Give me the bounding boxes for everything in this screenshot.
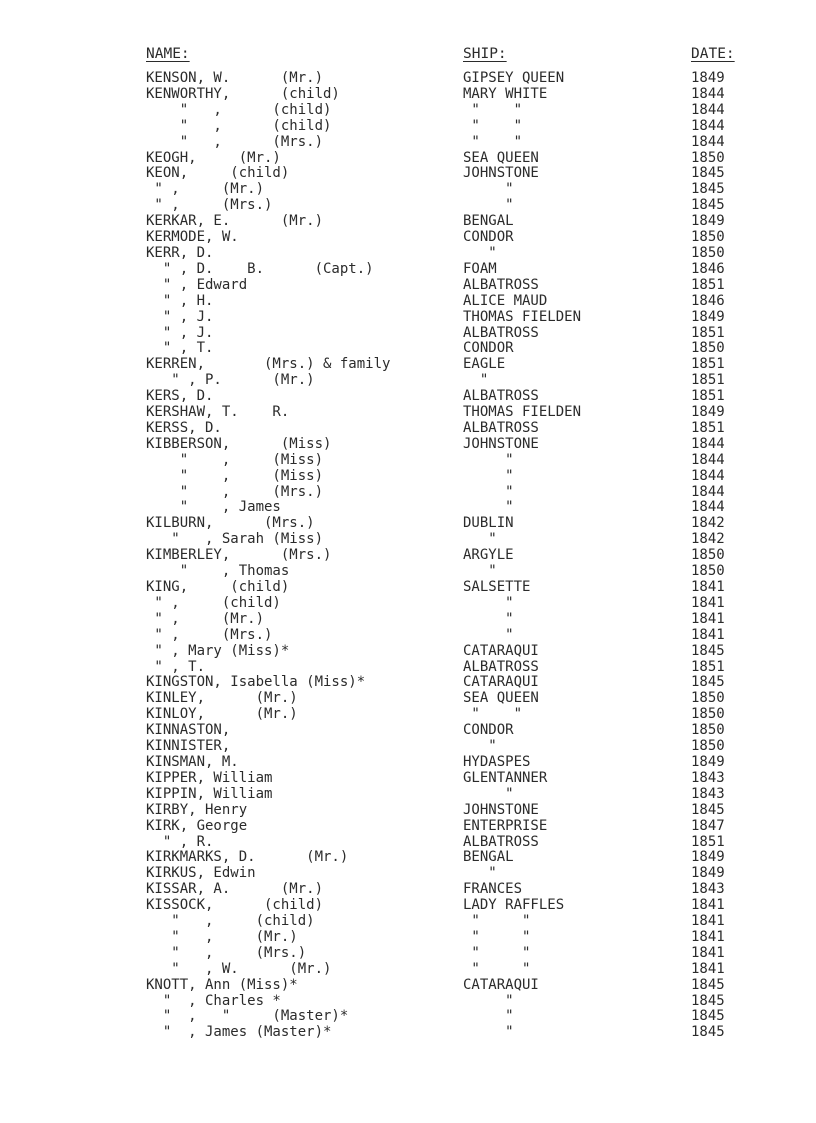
passenger-name: KISSAR, A. (Mr.) bbox=[146, 881, 324, 898]
passenger-name: KINLOY, (Mr.) bbox=[146, 706, 298, 723]
list-item bbox=[0, 850, 816, 866]
arrival-date: 1845 bbox=[691, 181, 725, 198]
passenger-name: KIRKUS, Edwin bbox=[146, 865, 256, 882]
list-item bbox=[0, 326, 816, 342]
ship-name: ALBATROSS bbox=[463, 324, 539, 341]
ship-name: LADY RAFFLES bbox=[463, 897, 565, 914]
arrival-date: 1851 bbox=[691, 658, 725, 675]
list-item bbox=[0, 644, 816, 660]
passenger-name: KERMODE, W. bbox=[146, 229, 239, 246]
ship-name: JOHNSTONE bbox=[463, 435, 539, 452]
arrival-date: 1844 bbox=[691, 499, 725, 516]
arrival-date: 1846 bbox=[691, 292, 725, 309]
ship-name: FRANCES bbox=[463, 881, 523, 898]
header-date: DATE: bbox=[691, 46, 735, 62]
arrival-date: 1849 bbox=[691, 213, 725, 230]
arrival-date: 1849 bbox=[691, 849, 725, 866]
list-item bbox=[0, 357, 816, 373]
arrival-date: 1850 bbox=[691, 244, 725, 261]
ship-name: ALBATROSS bbox=[463, 658, 539, 675]
list-item bbox=[0, 437, 816, 453]
ship-name: " bbox=[463, 1008, 514, 1025]
list-item bbox=[0, 628, 816, 644]
ship-name: CATARAQUI bbox=[463, 674, 539, 691]
passenger-name: " , (child) bbox=[146, 913, 315, 930]
ship-name: " bbox=[463, 197, 514, 214]
ship-name: " " bbox=[463, 133, 523, 150]
arrival-date: 1841 bbox=[691, 594, 725, 611]
list-item bbox=[0, 198, 816, 214]
list-item bbox=[0, 166, 816, 182]
list-item bbox=[0, 723, 816, 739]
arrival-date: 1850 bbox=[691, 706, 725, 723]
arrival-date: 1845 bbox=[691, 992, 725, 1009]
arrival-date: 1842 bbox=[691, 531, 725, 548]
passenger-name: KIPPER, William bbox=[146, 769, 273, 786]
passenger-name: " , T. bbox=[146, 340, 214, 357]
list-item bbox=[0, 580, 816, 596]
list-item bbox=[0, 660, 816, 676]
arrival-date: 1850 bbox=[691, 738, 725, 755]
list-item bbox=[0, 739, 816, 755]
list-item bbox=[0, 294, 816, 310]
arrival-date: 1845 bbox=[691, 197, 725, 214]
ship-name: " bbox=[463, 372, 489, 389]
ship-name: " bbox=[463, 785, 514, 802]
arrival-date: 1845 bbox=[691, 1024, 725, 1041]
passenger-name: " , J. bbox=[146, 308, 214, 325]
ship-name: THOMAS FIELDEN bbox=[463, 404, 582, 421]
ship-name: BENGAL bbox=[463, 213, 514, 230]
list-item bbox=[0, 469, 816, 485]
list-item bbox=[0, 230, 816, 246]
header-name: NAME: bbox=[146, 46, 190, 62]
arrival-date: 1845 bbox=[691, 165, 725, 182]
ship-name: SEA QUEEN bbox=[463, 690, 539, 707]
passenger-name: " , Charles * bbox=[146, 992, 281, 1009]
passenger-name: " , (Mrs.) bbox=[146, 197, 273, 214]
list-item bbox=[0, 1009, 816, 1025]
arrival-date: 1851 bbox=[691, 419, 725, 436]
list-item bbox=[0, 405, 816, 421]
ship-name: " bbox=[463, 483, 514, 500]
ship-name: ALBATROSS bbox=[463, 388, 539, 405]
arrival-date: 1851 bbox=[691, 324, 725, 341]
list-item bbox=[0, 930, 816, 946]
passenger-name: KIRK, George bbox=[146, 817, 248, 834]
list-item bbox=[0, 866, 816, 882]
ship-name: JOHNSTONE bbox=[463, 801, 539, 818]
passenger-name: " , P. (Mr.) bbox=[146, 372, 315, 389]
list-item bbox=[0, 994, 816, 1010]
ship-name: GIPSEY QUEEN bbox=[463, 70, 565, 86]
arrival-date: 1849 bbox=[691, 70, 725, 86]
passenger-name: " , (Mrs.) bbox=[146, 626, 273, 643]
arrival-date: 1844 bbox=[691, 467, 725, 484]
ship-name: " bbox=[463, 626, 514, 643]
passenger-name: KING, (child) bbox=[146, 579, 290, 595]
arrival-date: 1841 bbox=[691, 928, 725, 945]
passenger-name: KIRBY, Henry bbox=[146, 801, 248, 818]
passenger-name: " , Thomas bbox=[146, 563, 290, 580]
list-item bbox=[0, 87, 816, 103]
list-item bbox=[0, 914, 816, 930]
ship-name: " " bbox=[463, 101, 523, 118]
header-ship: SHIP: bbox=[463, 46, 507, 62]
ship-name: " bbox=[463, 181, 514, 198]
list-item bbox=[0, 103, 816, 119]
list-item bbox=[0, 835, 816, 851]
arrival-date: 1841 bbox=[691, 897, 725, 914]
list-item bbox=[0, 898, 816, 914]
list-item bbox=[0, 771, 816, 787]
list-item bbox=[0, 151, 816, 167]
arrival-date: 1841 bbox=[691, 913, 725, 930]
ship-name: ALBATROSS bbox=[463, 419, 539, 436]
passenger-name: " , (Mrs.) bbox=[146, 944, 307, 961]
arrival-date: 1849 bbox=[691, 753, 725, 770]
list-item bbox=[0, 310, 816, 326]
list-item bbox=[0, 596, 816, 612]
ship-name: CATARAQUI bbox=[463, 642, 539, 659]
ship-name: " " bbox=[463, 117, 523, 134]
arrival-date: 1847 bbox=[691, 817, 725, 834]
arrival-date: 1851 bbox=[691, 833, 725, 850]
list-item bbox=[0, 803, 816, 819]
passenger-name: " , Sarah (Miss) bbox=[146, 531, 324, 548]
list-item bbox=[0, 453, 816, 469]
ship-name: " bbox=[463, 992, 514, 1009]
arrival-date: 1843 bbox=[691, 881, 725, 898]
arrival-date: 1851 bbox=[691, 276, 725, 293]
list-item bbox=[0, 119, 816, 135]
passenger-name: KERSS, D. bbox=[146, 419, 222, 436]
list-item bbox=[0, 278, 816, 294]
list-item bbox=[0, 373, 816, 389]
passenger-name: KIRKMARKS, D. (Mr.) bbox=[146, 849, 349, 866]
ship-name: " " bbox=[463, 944, 531, 961]
list-item bbox=[0, 675, 816, 691]
passenger-name: " , (Mr.) bbox=[146, 181, 265, 198]
ship-name: " bbox=[463, 499, 514, 516]
ship-name: JOHNSTONE bbox=[463, 165, 539, 182]
passenger-name: KISSOCK, (child) bbox=[146, 897, 324, 914]
list-item bbox=[0, 707, 816, 723]
ship-name: ALBATROSS bbox=[463, 276, 539, 293]
passenger-name: " , James (Master)* bbox=[146, 1024, 332, 1041]
passenger-name: " , (child) bbox=[146, 594, 281, 611]
passenger-name: KERS, D. bbox=[146, 388, 214, 405]
ship-name: FOAM bbox=[463, 260, 497, 277]
ship-name: " " bbox=[463, 960, 531, 977]
arrival-date: 1850 bbox=[691, 722, 725, 739]
arrival-date: 1850 bbox=[691, 229, 725, 246]
arrival-date: 1844 bbox=[691, 483, 725, 500]
arrival-date: 1842 bbox=[691, 515, 725, 532]
passenger-name: " , (Mrs.) bbox=[146, 483, 324, 500]
passenger-name: KEOGH, (Mr.) bbox=[146, 149, 281, 166]
arrival-date: 1846 bbox=[691, 260, 725, 277]
ship-name: " bbox=[463, 563, 497, 580]
arrival-date: 1849 bbox=[691, 865, 725, 882]
passenger-name: " , Mary (Miss)* bbox=[146, 642, 290, 659]
list-item bbox=[0, 755, 816, 771]
arrival-date: 1849 bbox=[691, 308, 725, 325]
ship-name: " " bbox=[463, 913, 531, 930]
list-item bbox=[0, 787, 816, 803]
passenger-name: " , W. (Mr.) bbox=[146, 960, 332, 977]
passenger-name: " , (child) bbox=[146, 101, 332, 118]
passenger-list bbox=[0, 71, 816, 1041]
passenger-name: KENSON, W. (Mr.) bbox=[146, 70, 324, 86]
ship-name: BENGAL bbox=[463, 849, 514, 866]
arrival-date: 1843 bbox=[691, 785, 725, 802]
ship-name: " bbox=[463, 594, 514, 611]
passenger-name: KINSMAN, M. bbox=[146, 753, 239, 770]
arrival-date: 1850 bbox=[691, 149, 725, 166]
passenger-name: KERKAR, E. (Mr.) bbox=[146, 213, 324, 230]
list-item bbox=[0, 548, 816, 564]
passenger-name: " , (Miss) bbox=[146, 467, 324, 484]
ship-name: MARY WHITE bbox=[463, 85, 548, 102]
list-item bbox=[0, 532, 816, 548]
passenger-name: " , J. bbox=[146, 324, 214, 341]
list-item bbox=[0, 516, 816, 532]
passenger-name: KINNISTER, bbox=[146, 738, 231, 755]
arrival-date: 1845 bbox=[691, 642, 725, 659]
list-item bbox=[0, 182, 816, 198]
passenger-name: KERREN, (Mrs.) & family bbox=[146, 356, 391, 373]
ship-name: HYDASPES bbox=[463, 753, 531, 770]
list-item bbox=[0, 341, 816, 357]
passenger-name: " , (Mrs.) bbox=[146, 133, 324, 150]
passenger-name: KENWORTHY, (child) bbox=[146, 85, 340, 102]
passenger-name: " , (Miss) bbox=[146, 451, 324, 468]
ship-name: EAGLE bbox=[463, 356, 506, 373]
arrival-date: 1841 bbox=[691, 944, 725, 961]
list-item bbox=[0, 1025, 816, 1041]
ship-name: CONDOR bbox=[463, 722, 514, 739]
list-item bbox=[0, 389, 816, 405]
arrival-date: 1841 bbox=[691, 626, 725, 643]
ship-name: ALICE MAUD bbox=[463, 292, 548, 309]
ship-name: CONDOR bbox=[463, 229, 514, 246]
arrival-date: 1844 bbox=[691, 85, 725, 102]
list-item bbox=[0, 135, 816, 151]
passenger-name: " , (child) bbox=[146, 117, 332, 134]
arrival-date: 1841 bbox=[691, 960, 725, 977]
arrival-date: 1850 bbox=[691, 563, 725, 580]
arrival-date: 1850 bbox=[691, 690, 725, 707]
ship-name: " bbox=[463, 1024, 514, 1041]
passenger-name: " , James bbox=[146, 499, 281, 516]
arrival-date: 1845 bbox=[691, 801, 725, 818]
list-item bbox=[0, 262, 816, 278]
arrival-date: 1850 bbox=[691, 547, 725, 564]
arrival-date: 1841 bbox=[691, 579, 725, 595]
passenger-name: " , " (Master)* bbox=[146, 1008, 349, 1025]
passenger-name: KERSHAW, T. R. bbox=[146, 404, 290, 421]
list-item bbox=[0, 246, 816, 262]
passenger-name: " , Edward bbox=[146, 276, 248, 293]
passenger-name: KERR, D. bbox=[146, 244, 214, 261]
arrival-date: 1845 bbox=[691, 976, 725, 993]
list-item bbox=[0, 214, 816, 230]
ship-name: " bbox=[463, 865, 497, 882]
list-item bbox=[0, 691, 816, 707]
arrival-date: 1851 bbox=[691, 388, 725, 405]
passenger-name: KNOTT, Ann (Miss)* bbox=[146, 976, 298, 993]
passenger-name: " , (Mr.) bbox=[146, 610, 265, 627]
ship-name: ENTERPRISE bbox=[463, 817, 548, 834]
ship-name: " bbox=[463, 610, 514, 627]
ship-name: " " bbox=[463, 928, 531, 945]
arrival-date: 1851 bbox=[691, 372, 725, 389]
ship-name: CONDOR bbox=[463, 340, 514, 357]
passenger-name: " , T. bbox=[146, 658, 206, 675]
passenger-name: KIBBERSON, (Miss) bbox=[146, 435, 332, 452]
list-item bbox=[0, 946, 816, 962]
passenger-name: KINLEY, (Mr.) bbox=[146, 690, 298, 707]
list-item bbox=[0, 71, 816, 87]
ship-name: SEA QUEEN bbox=[463, 149, 539, 166]
arrival-date: 1844 bbox=[691, 435, 725, 452]
list-item bbox=[0, 421, 816, 437]
ship-name: ARGYLE bbox=[463, 547, 514, 564]
passenger-name: KINNASTON, bbox=[146, 722, 231, 739]
arrival-date: 1844 bbox=[691, 133, 725, 150]
ship-name: " bbox=[463, 244, 497, 261]
passenger-name: KILBURN, (Mrs.) bbox=[146, 515, 315, 532]
arrival-date: 1845 bbox=[691, 674, 725, 691]
ship-name: " bbox=[463, 738, 497, 755]
ship-name: GLENTANNER bbox=[463, 769, 548, 786]
ship-name: SALSETTE bbox=[463, 579, 531, 595]
arrival-date: 1850 bbox=[691, 340, 725, 357]
passenger-name: " , R. bbox=[146, 833, 214, 850]
ship-name: " bbox=[463, 451, 514, 468]
passenger-name: KIMBERLEY, (Mrs.) bbox=[146, 547, 332, 564]
arrival-date: 1849 bbox=[691, 404, 725, 421]
arrival-date: 1844 bbox=[691, 101, 725, 118]
arrival-date: 1844 bbox=[691, 451, 725, 468]
ship-name: ALBATROSS bbox=[463, 833, 539, 850]
ship-name: " bbox=[463, 531, 497, 548]
list-item bbox=[0, 962, 816, 978]
arrival-date: 1851 bbox=[691, 356, 725, 373]
arrival-date: 1841 bbox=[691, 610, 725, 627]
ship-name: THOMAS FIELDEN bbox=[463, 308, 582, 325]
arrival-date: 1843 bbox=[691, 769, 725, 786]
ship-name: CATARAQUI bbox=[463, 976, 539, 993]
list-item bbox=[0, 819, 816, 835]
arrival-date: 1844 bbox=[691, 117, 725, 134]
list-item bbox=[0, 500, 816, 516]
list-item bbox=[0, 564, 816, 580]
ship-name: " bbox=[463, 467, 514, 484]
arrival-date: 1845 bbox=[691, 1008, 725, 1025]
list-item bbox=[0, 485, 816, 501]
ship-name: DUBLIN bbox=[463, 515, 514, 532]
passenger-name: " , (Mr.) bbox=[146, 928, 298, 945]
list-item bbox=[0, 612, 816, 628]
passenger-name: " , D. B. (Capt.) bbox=[146, 260, 374, 277]
list-item bbox=[0, 882, 816, 898]
list-item bbox=[0, 978, 816, 994]
passenger-name: KIPPIN, William bbox=[146, 785, 273, 802]
ship-name: " " bbox=[463, 706, 523, 723]
passenger-name: KEON, (child) bbox=[146, 165, 290, 182]
passenger-name: KINGSTON, Isabella (Miss)* bbox=[146, 674, 366, 691]
passenger-name: " , H. bbox=[146, 292, 214, 309]
